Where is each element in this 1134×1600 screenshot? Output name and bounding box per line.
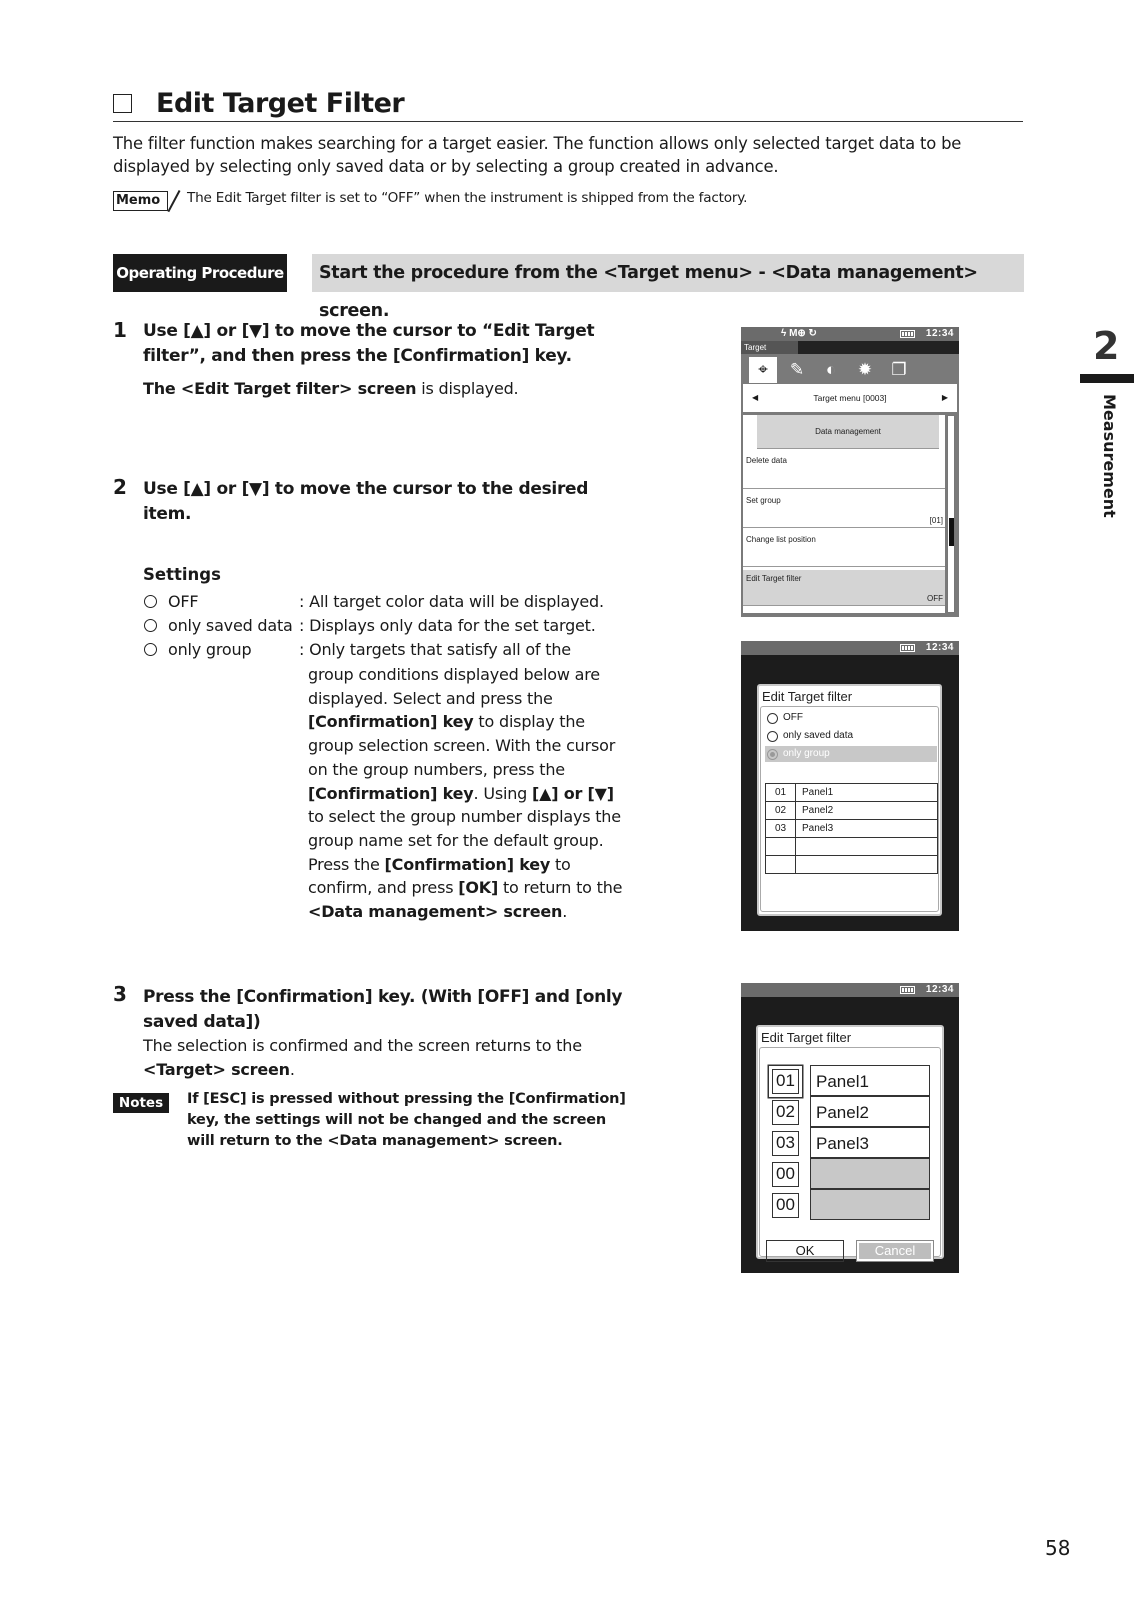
setting-desc: : All target color data will be displayed. bbox=[299, 592, 604, 611]
option-only-group[interactable] bbox=[765, 746, 937, 762]
setting-label: only group bbox=[168, 640, 252, 659]
group-select-dialog bbox=[756, 1025, 944, 1259]
scrollbar[interactable] bbox=[947, 415, 955, 613]
group-table bbox=[765, 783, 938, 874]
text: to select the group number displays the group name set for the default group. Press the bbox=[308, 807, 621, 874]
status-time: 12:34 bbox=[925, 984, 954, 995]
text: to confirm, and press bbox=[308, 854, 571, 898]
page-title: Edit Target Filter bbox=[156, 88, 405, 119]
notes-badge: Notes bbox=[113, 1093, 169, 1113]
step-3-title bbox=[143, 985, 622, 1035]
section-heading bbox=[113, 88, 1023, 122]
table-row[interactable] bbox=[766, 856, 938, 874]
procedure-start-bar: Start the procedure from the <Target menu> - <Data management> screen. bbox=[312, 254, 1024, 292]
group-number-selector[interactable]: 03 bbox=[772, 1131, 799, 1156]
device-screen-group-selection bbox=[741, 983, 959, 1273]
menu-item-set-group[interactable] bbox=[743, 492, 945, 528]
menu-item-edit-target-filter[interactable] bbox=[743, 570, 945, 606]
target-crosshair-icon[interactable]: ⌖ bbox=[749, 357, 777, 383]
option-off[interactable] bbox=[765, 710, 937, 726]
battery-icon bbox=[900, 644, 915, 652]
status-bar bbox=[741, 327, 959, 341]
option-label: only group bbox=[783, 748, 830, 759]
ok-button[interactable]: OK bbox=[766, 1240, 844, 1262]
bold-text: [Confirmation] key bbox=[384, 854, 551, 874]
text: . Using bbox=[473, 783, 532, 803]
menu-item-label: Delete data bbox=[746, 456, 787, 465]
group-row-3 bbox=[772, 1127, 932, 1158]
step-1-title-line-1: Use [▲] or [▼] to move the cursor to “Edit Target bbox=[143, 321, 595, 341]
setting-only-saved-data bbox=[144, 614, 596, 638]
group-name bbox=[810, 1189, 930, 1220]
menu-item-label: Edit Target filter bbox=[746, 574, 802, 583]
menu-item-label: Change list position bbox=[746, 535, 816, 544]
windows-icon[interactable]: ❐ bbox=[891, 360, 907, 379]
step-1-title-line-2: filter”, and then press the [Confirmation] key. bbox=[143, 346, 572, 366]
bold-text: [▲] or [▼] bbox=[532, 783, 614, 803]
gear-icon[interactable]: ✹ bbox=[857, 360, 873, 379]
intro-paragraph: The filter function makes searching for a target easier. The function allows only selected target data to be displayed by selecting only saved data or by selecting a group created in advance. bbox=[113, 134, 962, 176]
radio-icon bbox=[144, 595, 157, 608]
only-group-description bbox=[308, 663, 628, 924]
group-name bbox=[810, 1158, 930, 1189]
table-row[interactable] bbox=[766, 802, 938, 820]
page-number: 58 bbox=[1045, 1536, 1071, 1560]
step-3-body bbox=[143, 1034, 582, 1082]
radio-icon bbox=[144, 619, 157, 632]
chapter-label bbox=[1097, 394, 1127, 524]
chapter-label-text: Measurement bbox=[1100, 394, 1119, 518]
group-number-selector[interactable]: 02 bbox=[772, 1100, 799, 1125]
group-number: 03 bbox=[766, 820, 796, 838]
option-only-saved-data[interactable] bbox=[765, 728, 937, 744]
group-row-2 bbox=[772, 1096, 932, 1127]
group-name bbox=[796, 838, 938, 856]
group-number: 01 bbox=[766, 784, 796, 802]
bold-text: [OK] bbox=[458, 878, 499, 898]
tab-bar-background bbox=[798, 341, 959, 354]
status-icons: ϟ M⊕ ↻ bbox=[781, 328, 817, 339]
arrow-left-icon[interactable]: ◀ bbox=[752, 393, 759, 402]
battery-icon bbox=[900, 986, 915, 994]
group-name: Panel3 bbox=[810, 1127, 930, 1158]
bold-text: [Confirmation] key bbox=[308, 712, 474, 732]
status-time: 12:34 bbox=[925, 642, 954, 653]
radio-selected-icon bbox=[767, 749, 778, 760]
menu-title-bar bbox=[743, 384, 957, 412]
radio-icon bbox=[144, 643, 157, 656]
step-1-result bbox=[143, 377, 518, 401]
status-bar bbox=[741, 983, 959, 997]
target-tab-label: Target bbox=[741, 341, 798, 354]
status-time: 12:34 bbox=[925, 328, 954, 339]
step-3-body-bold: <Target> screen bbox=[143, 1060, 290, 1079]
group-name: Panel1 bbox=[810, 1065, 930, 1096]
step-1-number: 1 bbox=[113, 318, 127, 342]
step-3-title-line-2: saved data]) bbox=[143, 1012, 261, 1032]
dialog-title: Edit Target filter bbox=[762, 689, 853, 704]
group-name bbox=[796, 856, 938, 874]
menu-list bbox=[743, 415, 945, 613]
menu-item-data-management[interactable] bbox=[757, 415, 939, 449]
device-screen-data-management bbox=[741, 327, 959, 617]
color-drop-icon[interactable]: ◐ bbox=[825, 360, 837, 379]
group-name: Panel3 bbox=[796, 820, 938, 838]
dialog-content bbox=[760, 706, 939, 912]
group-name: Panel2 bbox=[796, 802, 938, 820]
table-row[interactable] bbox=[766, 784, 938, 802]
bold-text: <Data management> screen bbox=[308, 902, 563, 922]
memo-text: The Edit Target filter is set to “OFF” when the instrument is shipped from the factory. bbox=[187, 190, 748, 206]
step-2-number: 2 bbox=[113, 475, 127, 499]
step-1-title bbox=[143, 319, 594, 369]
text: . bbox=[562, 902, 568, 922]
menu-icon-bar bbox=[741, 354, 959, 384]
setting-off bbox=[144, 590, 604, 614]
arrow-right-icon[interactable]: ▶ bbox=[941, 393, 948, 402]
menu-title: Target menu [0003] bbox=[813, 393, 887, 403]
group-name: Panel1 bbox=[796, 784, 938, 802]
dialog-content bbox=[759, 1047, 941, 1257]
menu-item-change-list-position[interactable] bbox=[743, 531, 945, 567]
step-3-body-line: The selection is confirmed and the screen returns to the bbox=[143, 1036, 582, 1055]
setting-desc: : Displays only data for the set target. bbox=[299, 616, 596, 635]
step-2-title-line-2: item. bbox=[143, 504, 192, 524]
step-1-result-rest: is displayed. bbox=[416, 379, 519, 398]
step-2-title-line-1: Use [▲] or [▼] to move the cursor to the desired bbox=[143, 479, 589, 499]
step-3-number: 3 bbox=[113, 982, 127, 1006]
group-number-selector[interactable]: 00 bbox=[772, 1193, 799, 1218]
chapter-number: 2 bbox=[1093, 324, 1120, 368]
memo-badge: Memo bbox=[113, 191, 168, 211]
group-number-selector[interactable]: 00 bbox=[772, 1162, 799, 1187]
group-row-1 bbox=[772, 1065, 932, 1096]
group-number bbox=[766, 838, 796, 856]
setting-desc: : Only targets that satisfy all of the bbox=[299, 640, 571, 659]
bold-text: [Confirmation] key bbox=[308, 783, 474, 803]
edit-filter-dialog bbox=[757, 684, 942, 916]
setting-label: OFF bbox=[168, 592, 199, 611]
device-screen-edit-target-filter bbox=[741, 641, 959, 931]
chapter-bar bbox=[1080, 374, 1134, 383]
step-2-title bbox=[143, 477, 588, 527]
group-number: 02 bbox=[766, 802, 796, 820]
text: to display the group selection screen. With the cursor on the group numbers, press the bbox=[308, 712, 616, 779]
wrench-icon[interactable]: ✎ bbox=[789, 360, 805, 379]
radio-icon bbox=[767, 731, 778, 742]
settings-title: Settings bbox=[143, 565, 221, 584]
step-1-result-bold: The <Edit Target filter> screen bbox=[143, 379, 417, 398]
operating-procedure-badge: Operating Procedure bbox=[113, 254, 287, 292]
checkbox-square-icon bbox=[113, 94, 132, 113]
menu-item-label: Set group bbox=[746, 496, 781, 505]
menu-item-label: Data management bbox=[815, 427, 881, 436]
setting-only-group bbox=[144, 638, 571, 662]
table-row[interactable] bbox=[766, 838, 938, 856]
group-row-5 bbox=[772, 1189, 932, 1220]
group-number-selector[interactable]: 01 bbox=[772, 1069, 799, 1094]
group-row-4 bbox=[772, 1158, 932, 1189]
battery-icon bbox=[900, 330, 915, 338]
cancel-button[interactable]: Cancel bbox=[856, 1240, 934, 1262]
table-row[interactable] bbox=[766, 820, 938, 838]
group-number bbox=[766, 856, 796, 874]
radio-icon bbox=[767, 713, 778, 724]
text: . bbox=[289, 1060, 295, 1079]
notes-text: If [ESC] is pressed without pressing the [Confirmation] key, the settings will not be changed and the screen will return to the <Data management> screen. bbox=[187, 1091, 626, 1149]
dialog-title: Edit Target filter bbox=[761, 1030, 852, 1045]
status-bar bbox=[741, 641, 959, 655]
setting-label: only saved data bbox=[168, 616, 293, 635]
option-label: only saved data bbox=[783, 730, 854, 741]
group-name: Panel2 bbox=[810, 1096, 930, 1127]
text: group conditions displayed below are displayed. Select and press the bbox=[308, 665, 600, 708]
scrollbar-thumb[interactable] bbox=[949, 518, 954, 546]
option-label: OFF bbox=[783, 712, 803, 723]
menu-item-value: OFF bbox=[927, 594, 943, 603]
menu-item-delete-data[interactable] bbox=[743, 452, 945, 489]
step-3-title-line-1: Press the [Confirmation] key. (With [OFF] and [only bbox=[143, 987, 623, 1007]
menu-item-value: [01] bbox=[929, 516, 943, 525]
text: to return to the bbox=[498, 878, 623, 898]
